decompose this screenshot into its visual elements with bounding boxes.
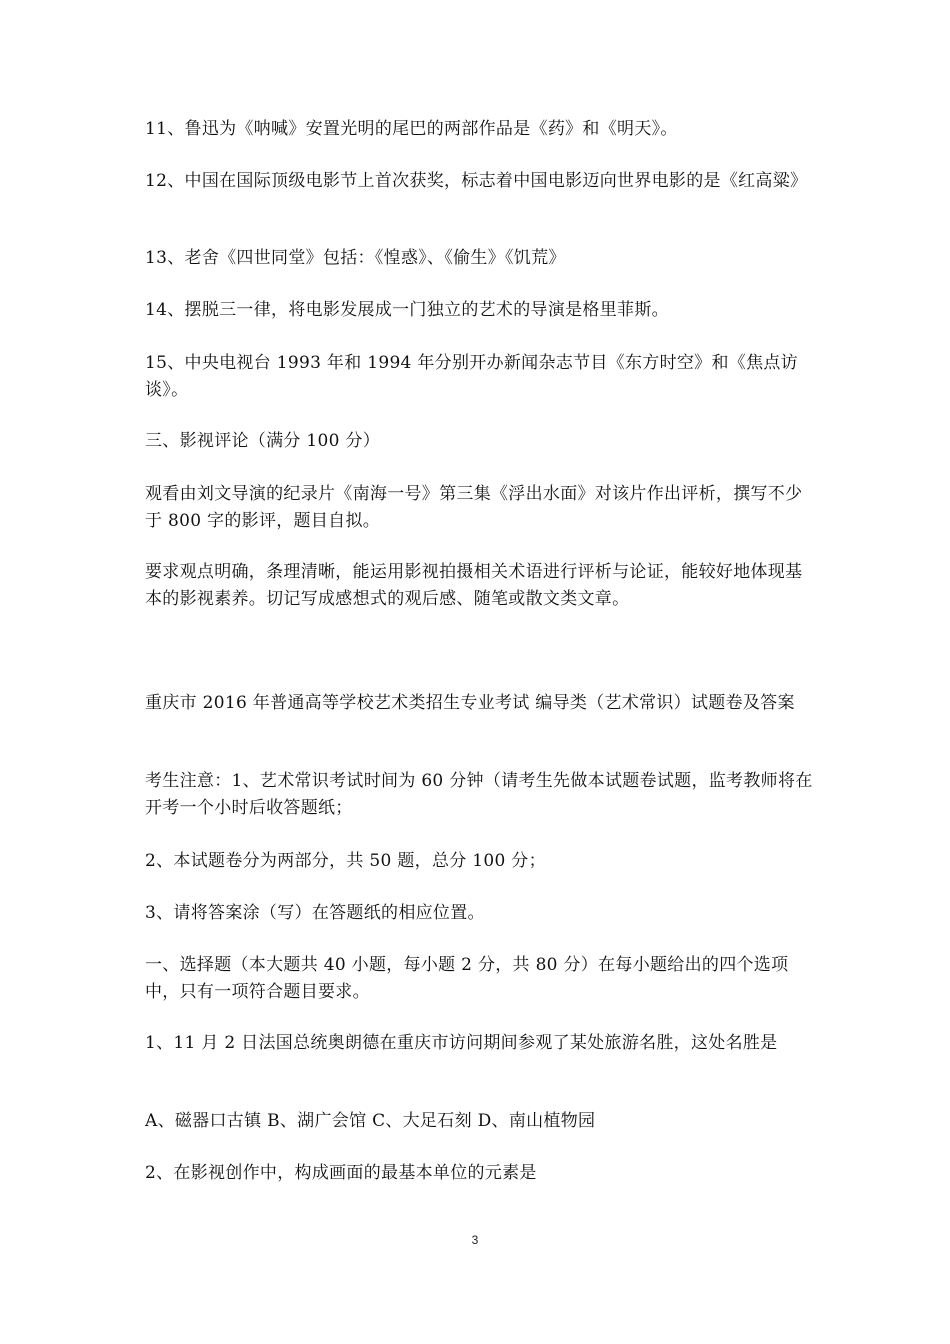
film-review-prompt: 观看由刘文导演的纪录片《南海一号》第三集《浮出水面》对该片作出评析，撰写不少于 800 字的影评，题目自拟。 (145, 484, 803, 531)
exam-notice-1: 考生注意：1、艺术常识考试时间为 60 分钟（请考生先做本试题卷试题，监考教师将在开考一个小时后收答题纸； (145, 771, 813, 818)
question-1: 1、11 月 2 日法国总统奥朗德在重庆市访问期间参观了某处旅游名胜，这处名胜是 (145, 1033, 778, 1053)
film-review-requirements: 要求观点明确，条理清晰，能运用影视拍摄相关术语进行评析与论证，能较好地体现基本的影视素养。切记写成感想式的观后感、随笔或散文类文章。 (145, 562, 803, 609)
exam-notice-3: 3、请将答案涂（写）在答题纸的相应位置。 (145, 903, 485, 923)
question-13: 13、老舍《四世同堂》包括：《惶惑》、《偷生》《饥荒》 (145, 248, 566, 268)
page-number: 3 (471, 1233, 479, 1247)
section-heading-film-review: 三、影视评论（满分 100 分） (145, 431, 381, 451)
question-14: 14、摆脱三一律，将电影发展成一门独立的艺术的导演是格里菲斯。 (145, 300, 669, 320)
exam-title: 重庆市 2016 年普通高等学校艺术类招生专业考试 编导类（艺术常识）试题卷及答案 (145, 693, 795, 713)
question-2: 2、在影视创作中，构成画面的最基本单位的元素是 (145, 1163, 537, 1183)
question-11: 11、鲁迅为《呐喊》安置光明的尾巴的两部作品是《药》和《明天》。 (145, 119, 678, 139)
question-15: 15、中央电视台 1993 年和 1994 年分别开办新闻杂志节目《东方时空》和《焦点访谈》。 (145, 353, 798, 400)
exam-notice-2: 2、本试题卷分为两部分，共 50 题，总分 100 分； (145, 851, 546, 871)
section-heading-multiple-choice: 一、选择题（本大题共 40 小题，每小题 2 分，共 80 分）在每小题给出的四个选项中，只有一项符合题目要求。 (145, 955, 789, 1002)
question-12: 12、中国在国际顶级电影节上首次获奖，标志着中国电影迈向世界电影的是《红高粱》 (145, 171, 808, 191)
question-1-options: A、磁器口古镇 B、湖广会馆 C、大足石刻 D、南山植物园 (145, 1111, 596, 1131)
